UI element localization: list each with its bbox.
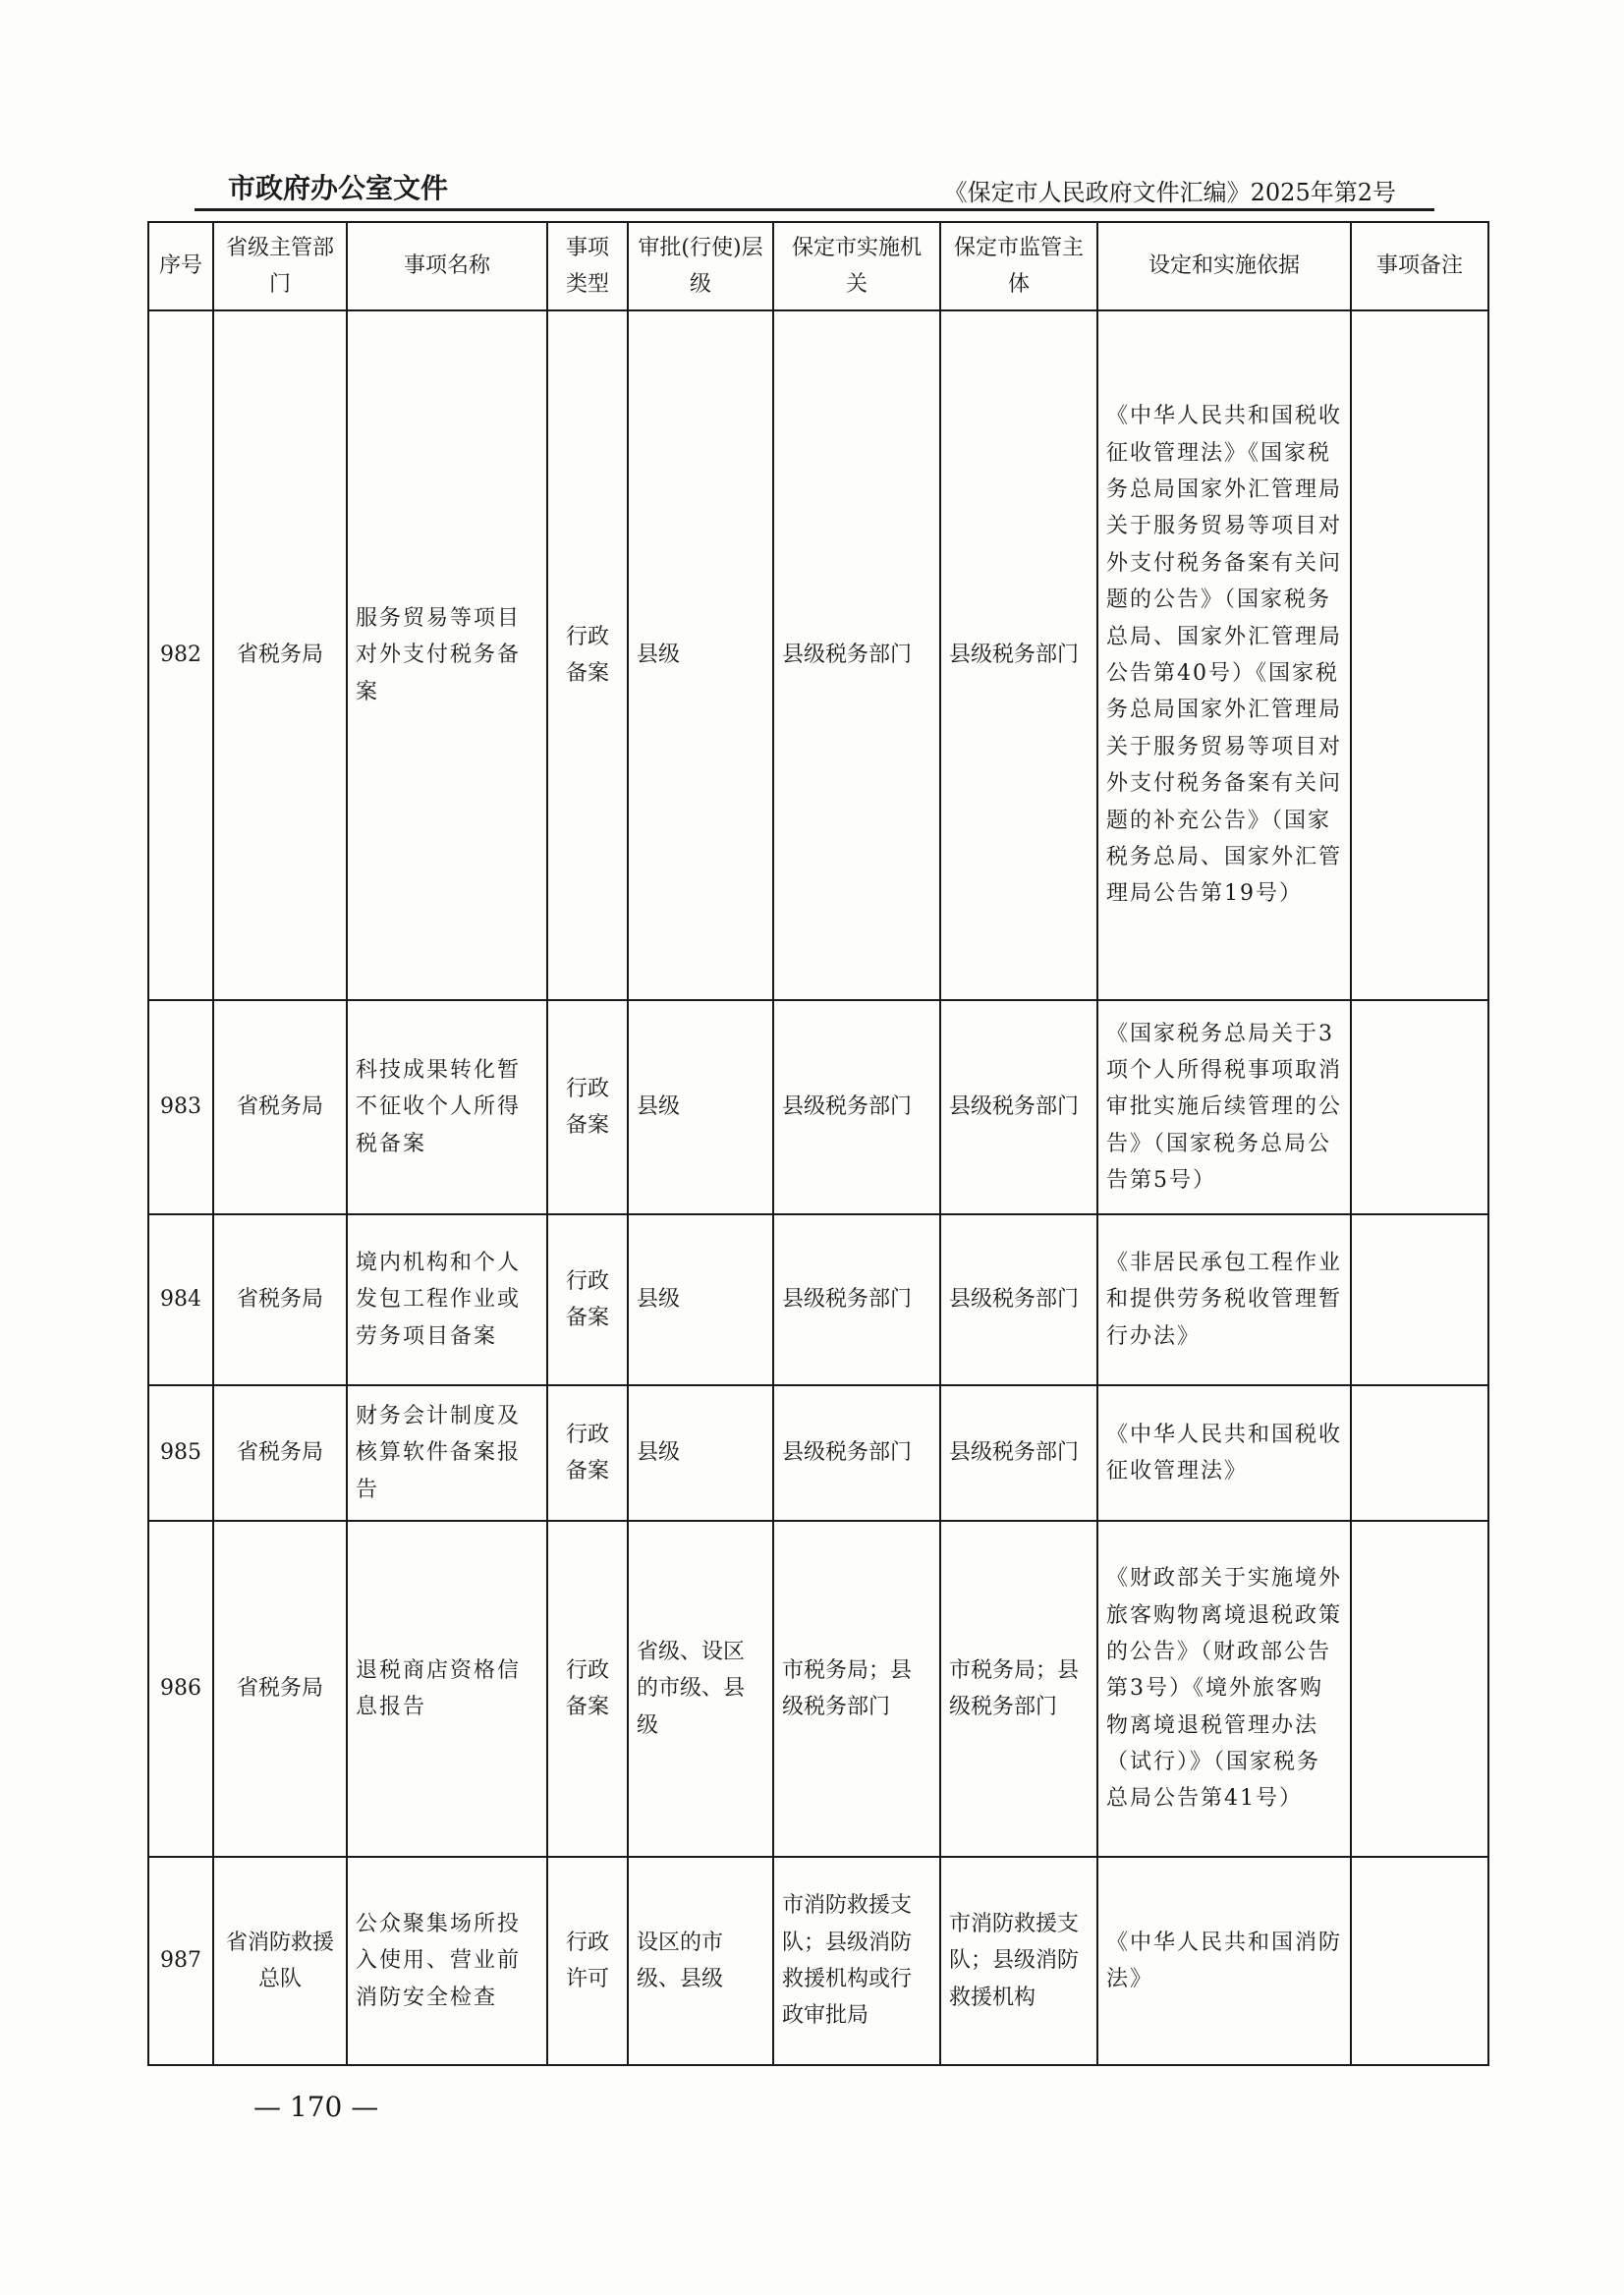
cell-basis: 《中华人民共和国税收征收管理法》 [1097, 1385, 1351, 1521]
cell-type: 行政许可 [547, 1857, 628, 2065]
cell-basis: 《中华人民共和国税收征收管理法》《国家税务总局国家外汇管理局关于服务贸易等项目对外支付税务备案有关问题的公告》（国家税务总局、国家外汇管理局公告第40号）《国家税务总局国家外汇管理局关于服务贸易等项目对外支付税务备案有关问题的补充公告》（国家税务总局、国家外汇管理局公告第19号） [1097, 310, 1351, 1000]
cell-name: 退税商店资格信息报告 [347, 1521, 547, 1857]
cell-type: 行政备案 [547, 1214, 628, 1385]
cell-basis: 《国家税务总局关于3项个人所得税事项取消审批实施后续管理的公告》（国家税务总局公告第5号） [1097, 1000, 1351, 1214]
cell-note [1351, 1000, 1488, 1214]
table-row [148, 1214, 1488, 1385]
header-rule [195, 208, 1434, 211]
table-row [148, 1385, 1488, 1521]
col-header-supervisor: 保定市监管主体 [940, 222, 1097, 310]
col-header-type: 事项类型 [547, 222, 628, 310]
col-header-no: 序号 [148, 222, 213, 310]
cell-note [1351, 310, 1488, 1000]
cell-basis: 《中华人民共和国消防法》 [1097, 1857, 1351, 2065]
cell-no: 986 [148, 1521, 213, 1857]
cell-supervisor: 县级税务部门 [940, 1214, 1097, 1385]
cell-dept: 省税务局 [213, 1214, 347, 1385]
publication-title: 《保定市人民政府文件汇编》2025年第2号 [943, 179, 1396, 206]
cell-level: 省级、设区的市级、县级 [628, 1521, 773, 1857]
cell-name: 科技成果转化暂不征收个人所得税备案 [347, 1000, 547, 1214]
document-header-title: 市政府办公室文件 [228, 172, 449, 204]
cell-level: 县级 [628, 1000, 773, 1214]
cell-name: 财务会计制度及核算软件备案报告 [347, 1385, 547, 1521]
col-header-agency: 保定市实施机关 [773, 222, 940, 310]
cell-level: 县级 [628, 1214, 773, 1385]
col-header-basis: 设定和实施依据 [1097, 222, 1351, 310]
cell-no: 982 [148, 310, 213, 1000]
col-header-name: 事项名称 [347, 222, 547, 310]
table-row [148, 1857, 1488, 2065]
cell-dept: 省消防救援总队 [213, 1857, 347, 2065]
cell-basis: 《财政部关于实施境外旅客购物离境退税政策的公告》（财政部公告第3号）《境外旅客购物离境退税管理办法（试行）》（国家税务总局公告第41号） [1097, 1521, 1351, 1857]
cell-supervisor: 县级税务部门 [940, 1000, 1097, 1214]
col-header-level: 审批(行使)层 级 [628, 222, 773, 310]
cell-agency: 市消防救援支队；县级消防救援机构或行政审批局 [773, 1857, 940, 2065]
cell-note [1351, 1521, 1488, 1857]
cell-name: 服务贸易等项目对外支付税务备案 [347, 310, 547, 1000]
cell-type: 行政备案 [547, 310, 628, 1000]
cell-agency: 县级税务部门 [773, 1000, 940, 1214]
cell-note [1351, 1857, 1488, 2065]
cell-level: 设区的市级、县级 [628, 1857, 773, 2065]
cell-level: 县级 [628, 1385, 773, 1521]
cell-name: 公众聚集场所投入使用、营业前消防安全检查 [347, 1857, 547, 2065]
cell-agency: 县级税务部门 [773, 1385, 940, 1521]
cell-agency: 县级税务部门 [773, 1214, 940, 1385]
table-row [148, 1000, 1488, 1214]
cell-agency: 市税务局；县级税务部门 [773, 1521, 940, 1857]
cell-no: 987 [148, 1857, 213, 2065]
cell-supervisor: 市消防救援支队；县级消防救援机构 [940, 1857, 1097, 2065]
cell-supervisor: 市税务局；县级税务部门 [940, 1521, 1097, 1857]
table-row [148, 310, 1488, 1000]
cell-supervisor: 县级税务部门 [940, 1385, 1097, 1521]
cell-name: 境内机构和个人发包工程作业或劳务项目备案 [347, 1214, 547, 1385]
col-header-note: 事项备注 [1351, 222, 1488, 310]
cell-type: 行政备案 [547, 1521, 628, 1857]
cell-supervisor: 县级税务部门 [940, 310, 1097, 1000]
cell-dept: 省税务局 [213, 1521, 347, 1857]
cell-dept: 省税务局 [213, 1000, 347, 1214]
cell-type: 行政备案 [547, 1385, 628, 1521]
cell-note [1351, 1214, 1488, 1385]
cell-level: 县级 [628, 310, 773, 1000]
cell-basis: 《非居民承包工程作业和提供劳务税收管理暂行办法》 [1097, 1214, 1351, 1385]
col-header-dept: 省级主管部 门 [213, 222, 347, 310]
cell-dept: 省税务局 [213, 1385, 347, 1521]
cell-agency: 县级税务部门 [773, 310, 940, 1000]
page-number: — 170 — [253, 2091, 379, 2123]
cell-no: 984 [148, 1214, 213, 1385]
table-header-row [148, 222, 1488, 310]
table-row [148, 1521, 1488, 1857]
items-table [147, 221, 1489, 2066]
cell-note [1351, 1385, 1488, 1521]
cell-type: 行政备案 [547, 1000, 628, 1214]
cell-dept: 省税务局 [213, 310, 347, 1000]
cell-no: 983 [148, 1000, 213, 1214]
cell-no: 985 [148, 1385, 213, 1521]
